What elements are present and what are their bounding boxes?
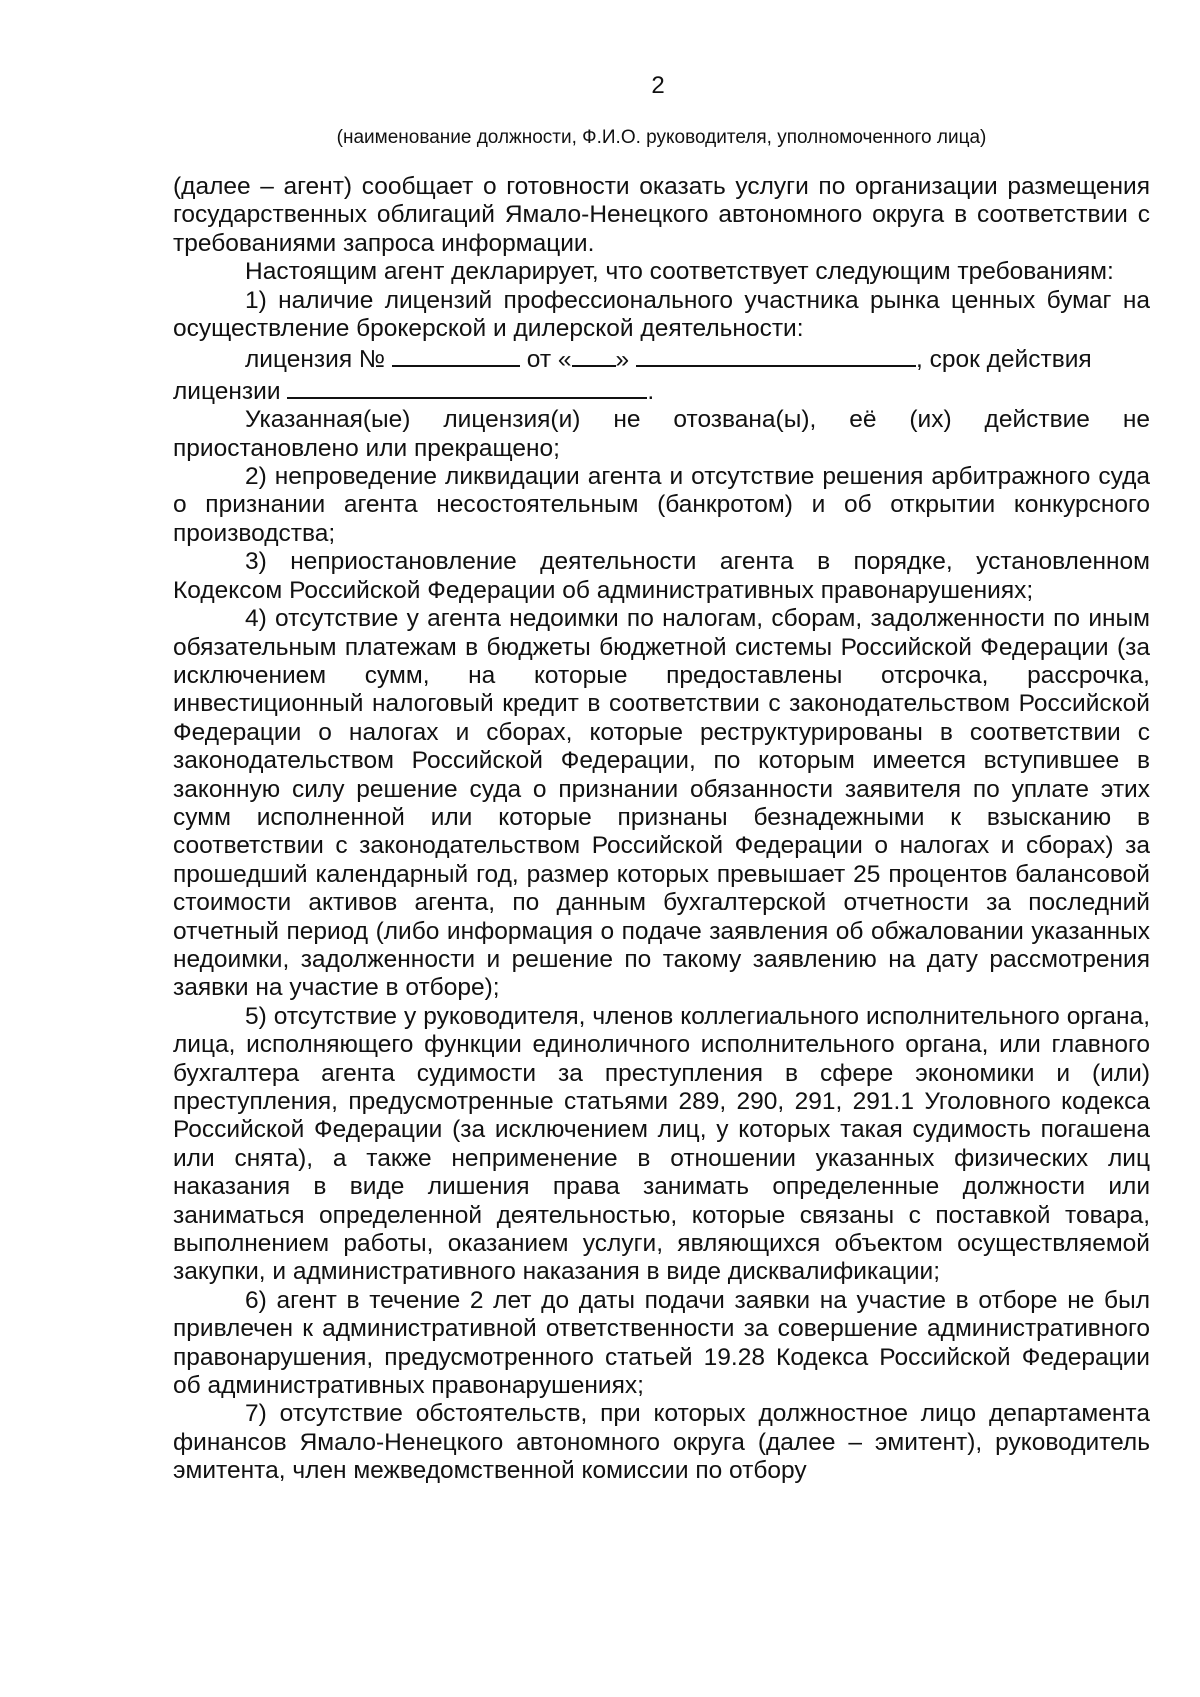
requirement-5-criminal-record: 5) отсутствие у руководителя, членов коллегиального исполнительного органа, лица, исполняющего функции единоличного исполнительного органа, или главного бухгалтера агента судимости за преступления в сфере экономики и (или) преступления, предусмотренные статьями 289, 290, 291, 291.1 Уголовного кодекса Российской Федерации (за исключением лиц, у которых такая судимость погашена или снята), а также неприменение в отношении указанных физических лиц наказания в виде лишения права занимать определенные должности или заниматься определенной деятельностью, которые связаны с поставкой товара, выполнением работы, оказанием услуги, являющихся объектом осуществляемой закупки, и административного наказания в виде дисквалификации; bbox=[173, 1002, 1150, 1286]
requirement-1-licenses: 1) наличие лицензий профессионального участника рынка ценных бумаг на осуществление брокерской и дилерской деятельности: bbox=[173, 286, 1150, 343]
license-close-quote: » bbox=[615, 346, 630, 374]
paragraph-declaration: Настоящим агент декларирует, что соответствует следующим требованиям: bbox=[245, 258, 1114, 286]
requirement-4-arrears: 4) отсутствие у агента недоимки по налогам, сборам, задолженности по иным обязательным платежам в бюджеты бюджетной системы Российской Федерации (за исключением сумм, на которые предоставлены отсрочка, рассрочка, инвестиционный налоговый кредит в соответствии с законодательством Российской Федерации о налогах и сборах, которые реструктурированы в соответствии с законодательством Российской Федерации, по которым имеется вступившее в законную силу решение суда о признании обязанности заявителя по уплате этих сумм исполненной или которые признаны безнадежными к взысканию в соответствии с законодательством Российской Федерации о налогах и сборах) за прошедший календарный год, размер которых превышает 25 процентов балансовой стоимости активов агента, по данным бухгалтерской отчетности за последний отчетный период (либо информация о подаче заявления об обжаловании указанных недоимки, задолженности и решение по такому заявлению на дату рассмотрения заявки на участие в отборе); bbox=[173, 605, 1150, 1002]
position-caption: (наименование должности, Ф.И.О. руководителя, уполномоченного лица) bbox=[336, 127, 987, 148]
document-body bbox=[173, 173, 1150, 1486]
license-validity: , срок действия bbox=[916, 346, 1092, 374]
license-label: лицензия № bbox=[245, 346, 386, 374]
license-word: лицензии bbox=[173, 377, 281, 405]
license-term-blank bbox=[287, 375, 647, 399]
requirement-6-administrative: 6) агент в течение 2 лет до даты подачи заявки на участие в отборе не был привлечен к административной ответственности за совершение административного правонарушения, предусмотренного статьей 19.28 Кодекса Российской Федерации об административных правонарушениях; bbox=[173, 1286, 1150, 1400]
requirement-2-liquidation: 2) непроведение ликвидации агента и отсутствие решения арбитражного суда о признании агента несостоятельным (банкротом) и об открытии конкурсного производства; bbox=[173, 463, 1150, 547]
license-fill-line bbox=[173, 343, 1150, 406]
paragraph-agent-statement: (далее – агент) сообщает о готовности оказать услуги по организации размещения государственных облигаций Ямало-Ненецкого автономного округа в соответствии с требованиями запроса информации. bbox=[173, 173, 1150, 257]
paragraph-license-status: Указанная(ые) лицензия(и) не отозвана(ы), её (их) действие не приостановлено или прекращено; bbox=[173, 406, 1150, 462]
requirement-7-conflict: 7) отсутствие обстоятельств, при которых должностное лицо департамента финансов Ямало-Ненецкого автономного округа (далее – эмитент), руководитель эмитента, член межведомственной комиссии по отбору bbox=[173, 1400, 1150, 1485]
requirement-3-suspension: 3) неприостановление деятельности агента в порядке, установленном Кодексом Российской Федерации об административных правонарушениях; bbox=[173, 548, 1150, 604]
license-number-blank bbox=[392, 343, 520, 367]
license-from: от « bbox=[526, 346, 572, 374]
page-number-text: 2 bbox=[651, 72, 665, 99]
license-end: . bbox=[647, 377, 655, 405]
page-number bbox=[0, 72, 1200, 100]
license-date-blank bbox=[636, 343, 916, 367]
license-day-blank bbox=[572, 343, 616, 367]
